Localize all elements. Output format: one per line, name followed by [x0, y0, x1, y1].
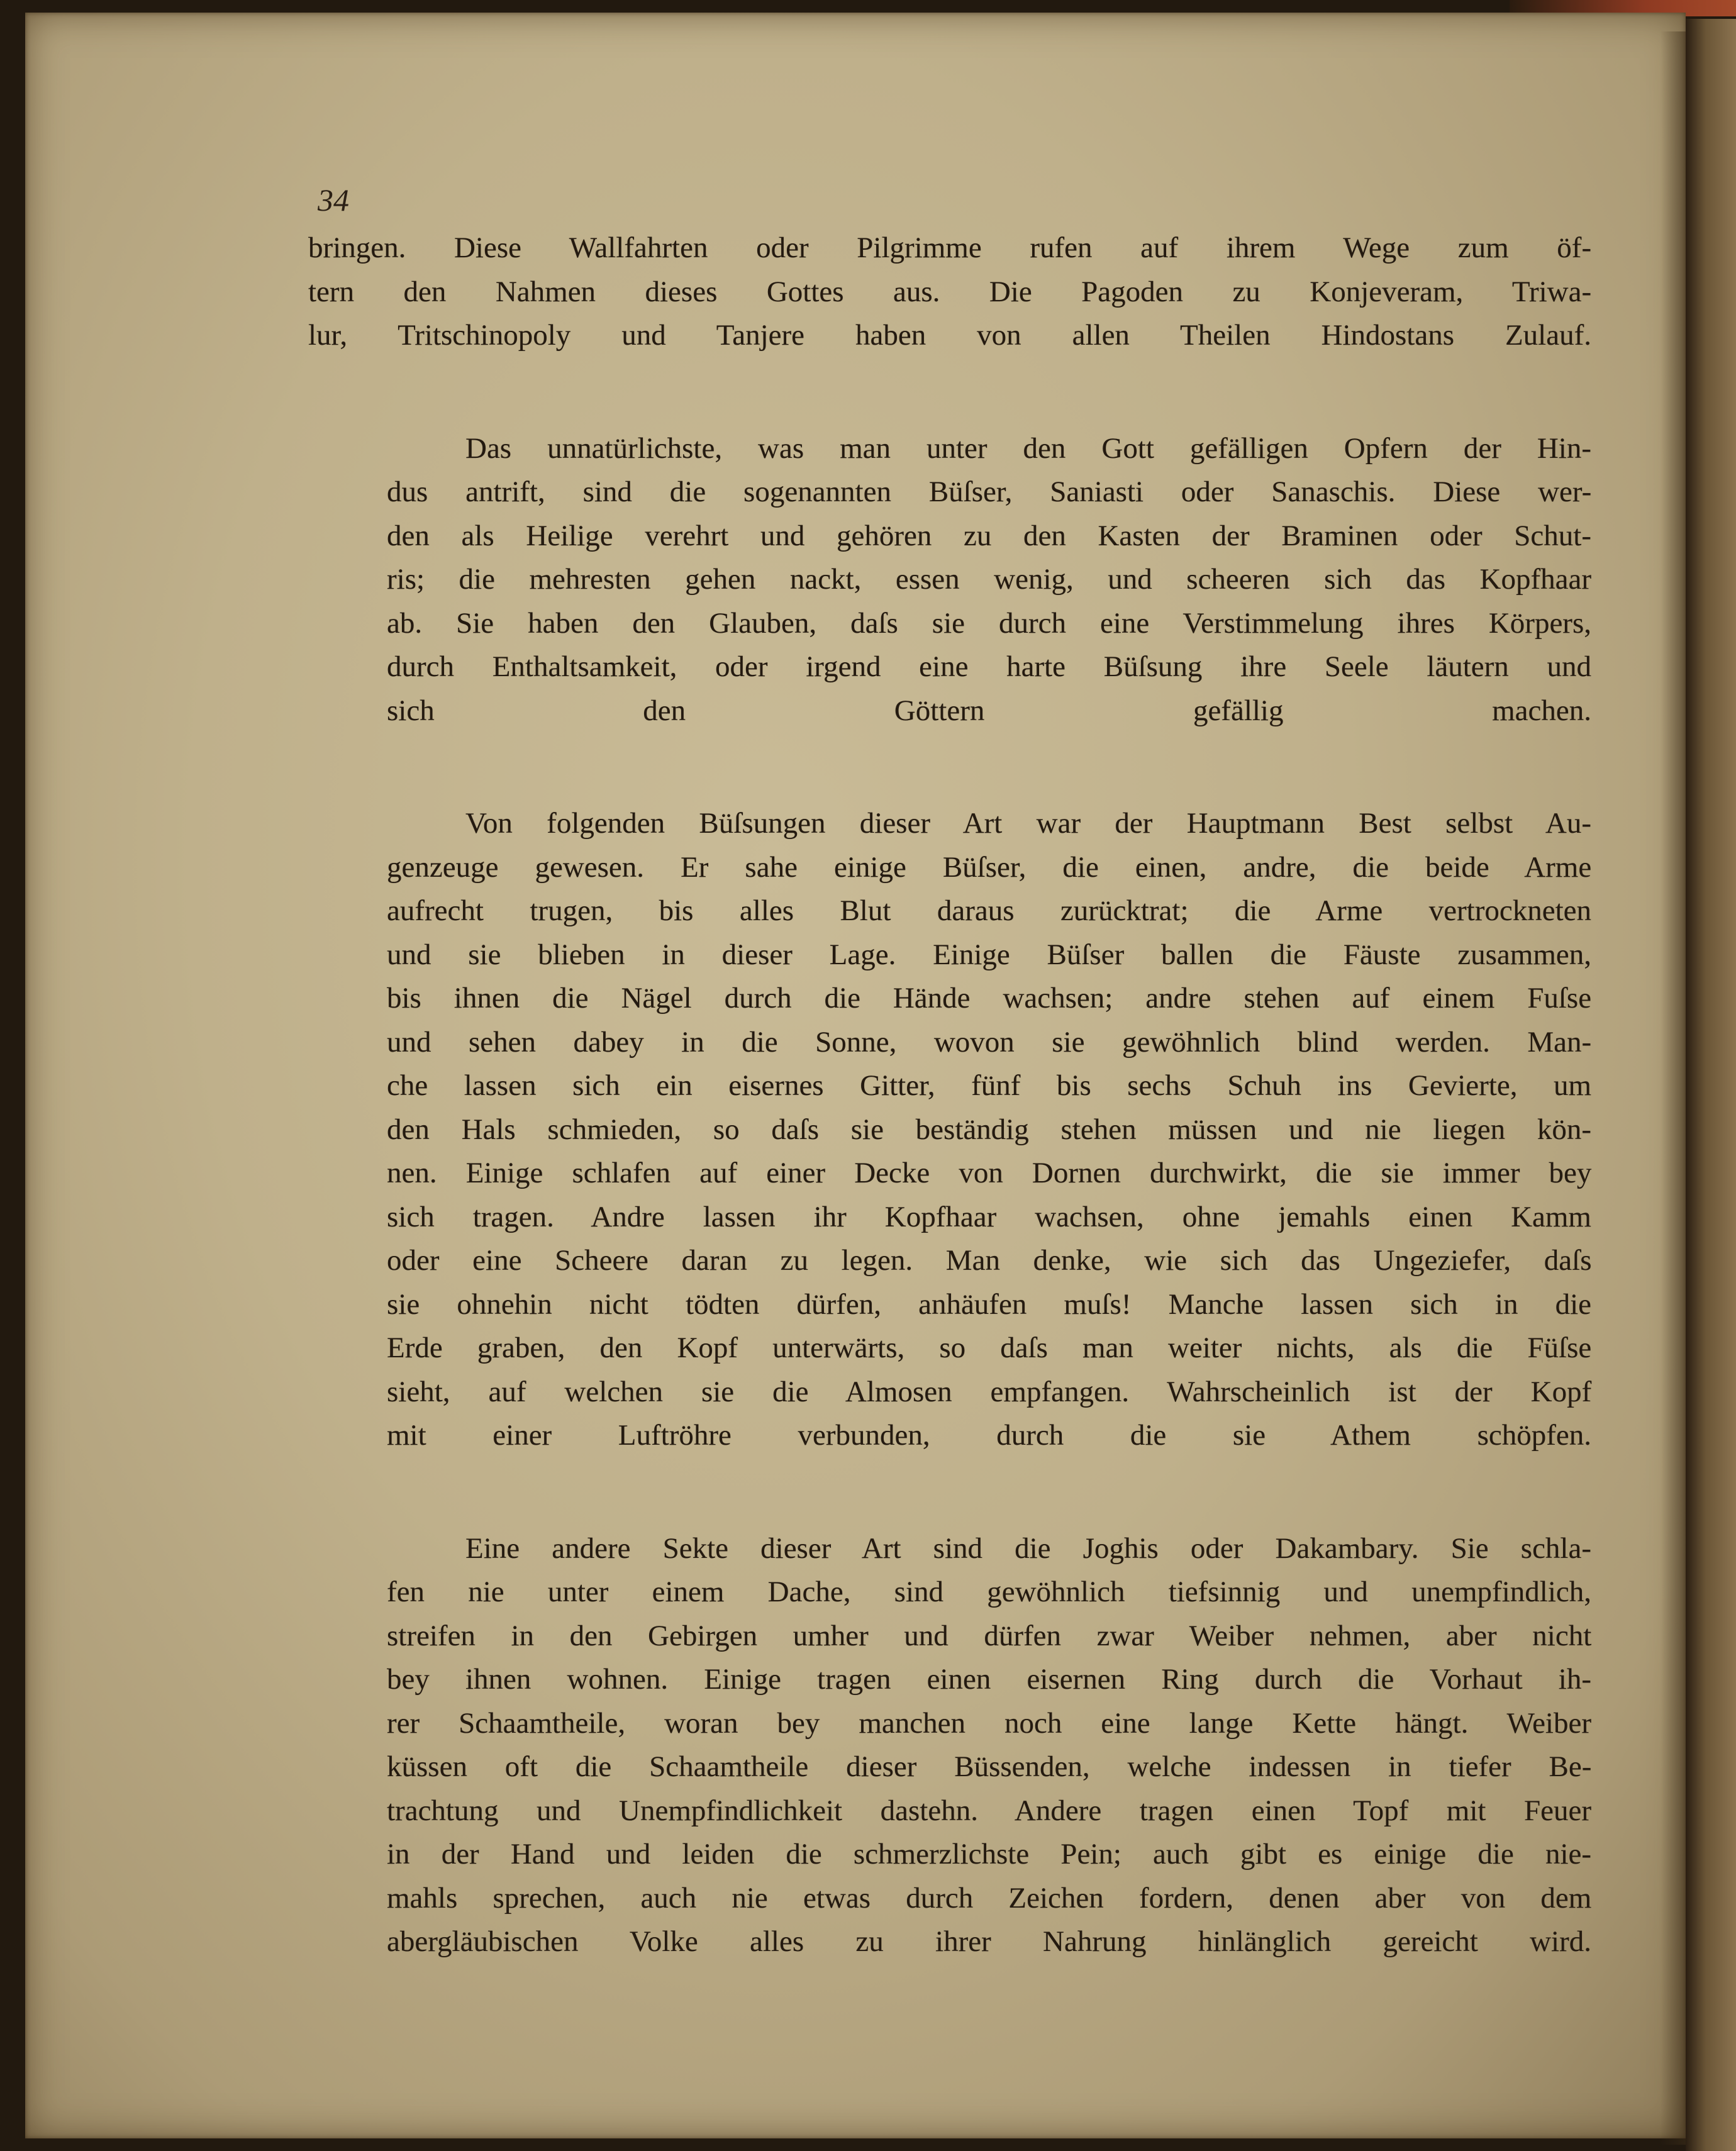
- paragraph-3: [308, 802, 1591, 1458]
- text-line: dus antrift, sind die sogenannten Büſser, Saniasti oder Sanaschis. Diese wer-: [387, 475, 1592, 508]
- text-line: und sehen dabey in die Sonne, wovon sie gewöhnlich blind werden. Man-: [387, 1025, 1592, 1059]
- text-line: durch Enthaltsamkeit, oder irgend eine harte Büſsung ihre Seele läutern und: [387, 650, 1591, 683]
- text-line: mit einer Luftröhre verbunden, durch die sie Athem schöpfen.: [387, 1419, 1591, 1452]
- text-line: rer Schaamtheile, woran bey manchen noch eine lange Kette hängt. Weiber: [387, 1706, 1591, 1740]
- paragraph-1: [308, 226, 1591, 358]
- body-text: [308, 226, 1591, 1964]
- text-line: oder eine Scheere daran zu legen. Man denke, wie sich das Ungeziefer, daſs: [387, 1244, 1592, 1277]
- paragraph-gap: [308, 1458, 1591, 1527]
- text-line: sich den Göttern gefällig machen.: [387, 694, 1591, 727]
- text-line: sich tragen. Andre lassen ihr Kopfhaar wachsen, ohne jemahls einen Kamm: [387, 1200, 1591, 1233]
- text-line: bringen. Diese Wallfahrten oder Pilgrimme rufen auf ihrem Wege zum öf-: [308, 231, 1592, 264]
- text-line: streifen in den Gebirgen umher und dürfen zwar Weiber nehmen, aber nicht: [387, 1619, 1592, 1652]
- adjacent-page-edge: [1686, 19, 1736, 2151]
- text-line: nen. Einige schlafen auf einer Decke von Dornen durchwirkt, die sie immer bey: [387, 1157, 1592, 1189]
- paragraph-4: [308, 1527, 1591, 1964]
- text-line: mahls sprechen, auch nie etwas durch Zeichen fordern, denen aber von dem: [387, 1881, 1592, 1915]
- paragraph-gap: [308, 733, 1591, 802]
- text-line: tern den Nahmen dieses Gottes aus. Die Pagoden zu Konjeveram, Triwa-: [308, 275, 1592, 308]
- text-line: abergläubischen Volke alles zu ihrer Nahrung hinlänglich gereicht wird.: [387, 1925, 1591, 1958]
- text-line: den Hals schmieden, so daſs sie beständig stehen müssen und nie liegen kön-: [387, 1113, 1591, 1146]
- spine-shadow: [1661, 31, 1686, 2145]
- text-line: sieht, auf welchen sie die Almosen empfangen. Wahrscheinlich ist der Kopf: [387, 1375, 1592, 1408]
- text-line: bis ihnen die Nägel durch die Hände wachsen; andre stehen auf einem Fuſse: [387, 982, 1592, 1014]
- text-line: Das unnatürlichste, was man unter den Gott gefälligen Opfern der Hin-: [465, 431, 1591, 465]
- page-number: 34: [318, 182, 349, 218]
- paragraph-gap: [308, 358, 1591, 427]
- text-line: Eine andere Sekte dieser Art sind die Joghis oder Dakambary. Sie schla-: [465, 1531, 1591, 1565]
- paragraph-2: [308, 427, 1591, 733]
- text-line: ris; die mehresten gehen nackt, essen wenig, und scheeren sich das Kopfhaar: [387, 563, 1591, 596]
- text-line: den als Heilige verehrt und gehören zu den Kasten der Braminen oder Schut-: [387, 519, 1591, 552]
- text-line: genzeuge gewesen. Er sahe einige Büſser, die einen, andre, die beide Arme: [387, 850, 1592, 884]
- text-line: sie ohnehin nicht tödten dürfen, anhäufen muſs! Manche lassen sich in die: [387, 1287, 1591, 1321]
- text-line: Erde graben, den Kopf unterwärts, so daſs man weiter nichts, als die Füſse: [387, 1331, 1592, 1364]
- text-line: aufrecht trugen, bis alles Blut daraus zurücktrat; die Arme vertrockneten: [387, 894, 1591, 927]
- text-line: küssen oft die Schaamtheile dieser Büssenden, welche indessen in tiefer Be-: [387, 1750, 1592, 1783]
- text-line: und sie blieben in dieser Lage. Einige Büſser ballen die Fäuste zusammen,: [387, 938, 1591, 971]
- text-line: in der Hand und leiden die schmerzlichste Pein; auch gibt es einige die nie-: [387, 1838, 1592, 1870]
- text-line: bey ihnen wohnen. Einige tragen einen eisernen Ring durch die Vorhaut ih-: [387, 1663, 1591, 1696]
- text-line: lur, Tritschinopoly und Tanjere haben von allen Theilen Hindostans Zulauf.: [308, 319, 1591, 352]
- text-line: che lassen sich ein eisernes Gitter, fünf bis sechs Schuh ins Gevierte, um: [387, 1069, 1591, 1102]
- text-line: Von folgenden Büſsungen dieser Art war der Hauptmann Best selbst Au-: [465, 807, 1591, 840]
- text-line: ab. Sie haben den Glauben, daſs sie durch eine Verstimmelung ihres Körpers,: [387, 606, 1591, 640]
- text-line: trachtung und Unempfindlichkeit dastehn. Andere tragen einen Topf mit Feuer: [387, 1794, 1591, 1827]
- text-line: fen nie unter einem Dache, sind gewöhnlich tiefsinnig und unempfindlich,: [387, 1576, 1591, 1608]
